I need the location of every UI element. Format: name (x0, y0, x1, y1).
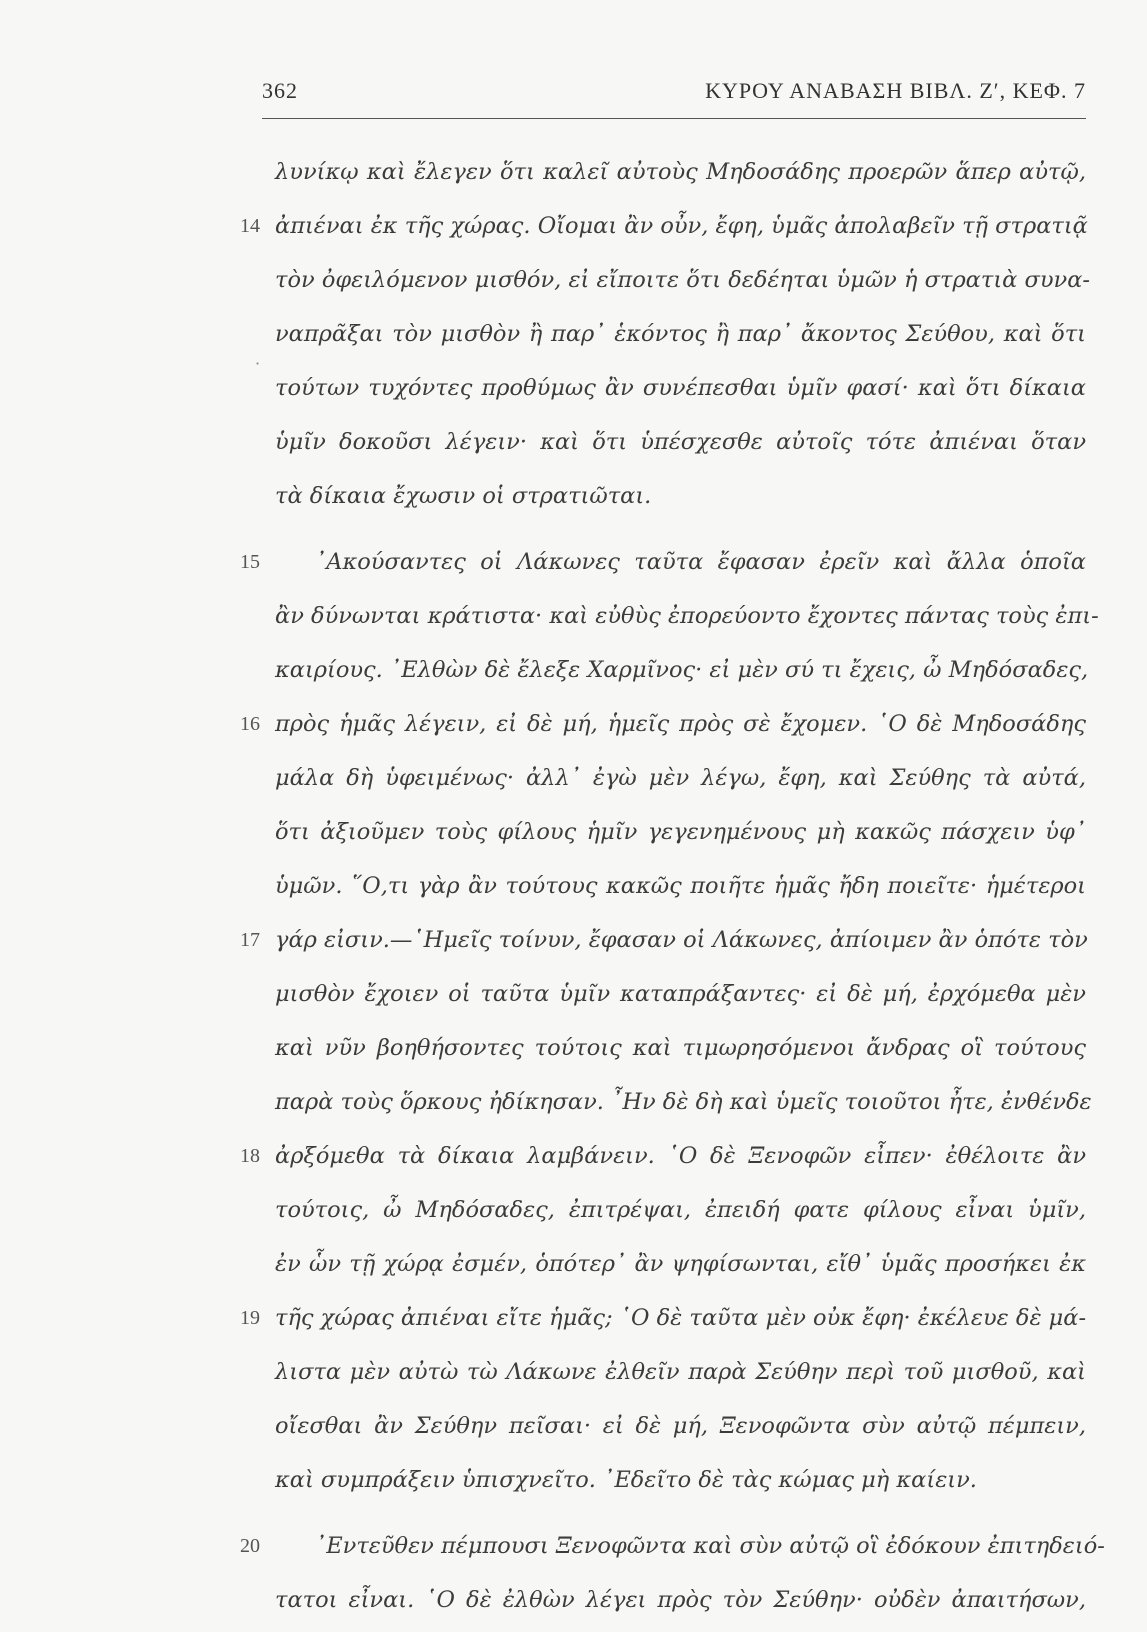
text-line (240, 1524, 1105, 1578)
line-text: τούτων τυχόντες προθύμως ἂν συνέπεσθαι ὑμῖν φασί· καὶ ὅτι δίκαια (275, 375, 1086, 401)
text-line (240, 1134, 1086, 1188)
line-text: τούτοις, ὦ Μηδόσαδες, ἐπιτρέψαι, ἐπειδή φατε φίλους εἶναι ὑμῖν, (275, 1197, 1086, 1223)
text-line (240, 150, 1086, 204)
line-text: τὰ δίκαια ἔχωσιν οἱ στρατιῶται. (275, 483, 652, 509)
line-text: πρὸς ἡμᾶς λέγειν, εἰ δὲ μή, ἡμεῖς πρὸς σὲ ἔχομεν. ῾Ο δὲ Μηδοσάδης (275, 711, 1086, 737)
section-number: 20 (240, 1535, 260, 1557)
text-line (240, 366, 1086, 420)
line-text: παρὰ τοὺς ὅρκους ἠδίκησαν. ῏Ην δὲ δὴ καὶ ὑμεῖς τοιοῦτοι ἦτε, ἐνθένδε (275, 1089, 1092, 1115)
section-number: 16 (240, 713, 260, 735)
text-line (240, 918, 1086, 972)
text-line (240, 312, 1086, 366)
text-line (240, 702, 1086, 756)
text-line (240, 1578, 1086, 1632)
line-text: ὅτι ἀξιοῦμεν τοὺς φίλους ἡμῖν γεγενημένους μὴ κακῶς πάσχειν ὑφ᾽ (275, 819, 1086, 845)
section-number: 14 (240, 215, 260, 237)
line-text: ἀρξόμεθα τὰ δίκαια λαμβάνειν. ῾Ο δὲ Ξενοφῶν εἶπεν· ἐθέλοιτε ἂν (275, 1143, 1086, 1169)
section-number: 19 (240, 1307, 260, 1329)
line-text: ᾿Ακούσαντες οἱ Λάκωνες ταῦτα ἔφασαν ἐρεῖν καὶ ἄλλα ὁποῖα (315, 549, 1086, 575)
greek-text-body (240, 150, 1105, 1632)
line-text: ὑμῶν. ῞Ο,τι γὰρ ἂν τούτους κακῶς ποιῆτε ἡμᾶς ἤδη ποιεῖτε· ἡμέτεροι (275, 873, 1086, 899)
text-line (240, 810, 1086, 864)
text-line (240, 1350, 1086, 1404)
header-rule (262, 118, 1086, 119)
text-line (240, 1296, 1086, 1350)
text-line (240, 648, 1089, 702)
line-text: μισθὸν ἔχοιεν οἱ ταῦτα ὑμῖν καταπράξαντες· εἰ δὲ μή, ἐρχόμεθα μὲν (275, 981, 1086, 1007)
line-text: καὶ συμπράξειν ὑπισχνεῖτο. ᾿Εδεῖτο δὲ τὰς κώμας μὴ καίειν. (275, 1467, 977, 1493)
line-text: οἴεσθαι ἂν Σεύθην πεῖσαι· εἰ δὲ μή, Ξενοφῶντα σὺν αὐτῷ πέμπειν, (275, 1413, 1086, 1439)
section-number: 18 (240, 1145, 260, 1167)
running-title: ΚΥΡΟΥ ΑΝΑΒΑΣΗ ΒΙΒΛ. Ζ′, ΚΕΦ. 7 (705, 78, 1086, 103)
text-line (240, 756, 1086, 810)
margin-mark: · (255, 354, 261, 373)
text-line (240, 864, 1086, 918)
line-text: ἐν ὧν τῇ χώρᾳ ἐσμέν, ὁπότερ᾽ ἂν ψηφίσωνται, εἴθ᾽ ὑμᾶς προσήκει ἐκ (275, 1251, 1086, 1277)
text-line (240, 1080, 1092, 1134)
text-line (240, 594, 1099, 648)
page-number: 362 (262, 78, 298, 103)
line-text: γάρ εἰσιν.—῾Ημεῖς τοίνυν, ἔφασαν οἱ Λάκωνες, ἀπίοιμεν ἂν ὁπότε τὸν (275, 927, 1088, 953)
text-line (240, 1458, 1086, 1512)
line-text: καὶ νῦν βοηθήσοντες τούτοις καὶ τιμωρησόμενοι ἄνδρας οἳ τούτους (275, 1035, 1086, 1061)
line-text: μάλα δὴ ὑφειμένως· ἀλλ᾽ ἐγὼ μὲν λέγω, ἔφη, καὶ Σεύθης τὰ αὐτά, (275, 765, 1086, 791)
section-number: 17 (240, 929, 260, 951)
line-text: λιστα μὲν αὐτὼ τὼ Λάκωνε ἐλθεῖν παρὰ Σεύθην περὶ τοῦ μισθοῦ, καὶ (275, 1359, 1086, 1385)
text-line (240, 204, 1086, 258)
text-line (240, 1404, 1086, 1458)
line-text: ὑμῖν δοκοῦσι λέγειν· καὶ ὅτι ὑπέσχεσθε αὐτοῖς τότε ἀπιέναι ὅταν (275, 429, 1086, 455)
line-text: ᾿Εντεῦθεν πέμπουσι Ξενοφῶντα καὶ σὺν αὐτῷ οἳ ἐδόκουν ἐπιτηδειό- (315, 1533, 1105, 1559)
text-line (240, 972, 1086, 1026)
section-number: 15 (240, 551, 260, 573)
line-text: ἂν δύνωνται κράτιστα· καὶ εὐθὺς ἐπορεύοντο ἔχοντες πάντας τοὺς ἐπι- (275, 603, 1099, 629)
line-text: ἀπιέναι ἐκ τῆς χώρας. Οἴομαι ἂν οὖν, ἔφη, ὑμᾶς ἀπολαβεῖν τῇ στρατιᾷ (275, 213, 1088, 239)
text-line (240, 1026, 1086, 1080)
text-line (240, 474, 1086, 528)
text-line (240, 420, 1086, 474)
text-line (240, 1188, 1086, 1242)
line-text: λυνίκῳ καὶ ἔλεγεν ὅτι καλεῖ αὐτοὺς Μηδοσάδης προερῶν ἅπερ αὐτῷ, (275, 159, 1086, 185)
line-text: τὸν ὀφειλόμενον μισθόν, εἰ εἴποιτε ὅτι δεδέηται ὑμῶν ἡ στρατιὰ συνα- (275, 267, 1090, 293)
text-line (240, 258, 1090, 312)
text-line (240, 1242, 1086, 1296)
line-text: καιρίους. ᾿Ελθὼν δὲ ἔλεξε Χαρμῖνος· εἰ μὲν σύ τι ἔχεις, ὦ Μηδόσαδες, (275, 657, 1089, 683)
line-text: τατοι εἶναι. ῾Ο δὲ ἐλθὼν λέγει πρὸς τὸν Σεύθην· οὐδὲν ἀπαιτήσων, (275, 1587, 1086, 1613)
page-header (262, 78, 1086, 116)
text-line (240, 540, 1086, 594)
line-text: ναπρᾶξαι τὸν μισθὸν ἢ παρ᾽ ἑκόντος ἢ παρ᾽ ἄκοντος Σεύθου, καὶ ὅτι (275, 321, 1086, 347)
line-text: τῆς χώρας ἀπιέναι εἴτε ἡμᾶς; ῾Ο δὲ ταῦτα μὲν οὐκ ἔφη· ἐκέλευε δὲ μά- (275, 1305, 1087, 1331)
